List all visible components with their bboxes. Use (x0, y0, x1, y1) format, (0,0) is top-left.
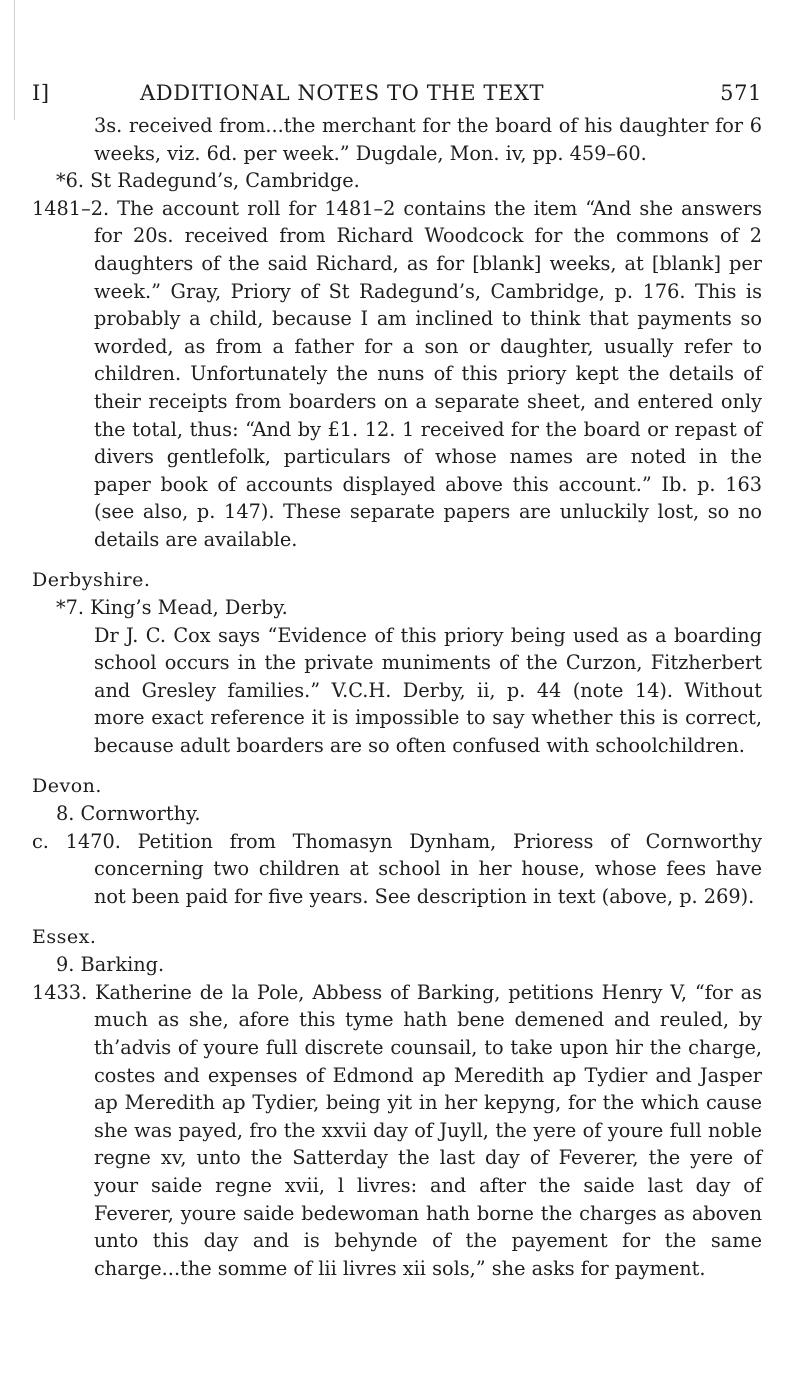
paragraph-cornworthy: c. 1470. Petition from Thomasyn Dynham, Prioress of Cornworthy concerning two children at school in her house, whose fees have not been paid for five years. See description in text (above, p. 269). (32, 829, 762, 909)
paragraph-radegund: 1481–2. The account roll for 1481–2 contains the item “And she answers for 20s. received from Richard Woodcock for the commons of 2 daughters of the said Richard, as for [blank] weeks, at [blank] per week.” Gray, Priory of St Radegund’s, Cambridge, p. 176. This is probably a child, because I am inclined to think that payments so worded, as from a father for a son or daughter, usually refer to children. Unfortunately the nuns of this priory kept the details of their receipts from boarders on a separate sheet, and entered only the total, thus: “And by £1. 12. 1 received for the board or repast of divers gentlefolk, particulars of whose names are noted in the paper book of accounts displayed above this account.” Ib. p. 163 (see also, p. 147). These separate papers are unluckily lost, so no details are available. (32, 196, 762, 551)
page-edge-rule (14, 0, 15, 120)
item-heading-8: 8. Cornworthy. (56, 802, 201, 826)
page-number: 571 (720, 81, 762, 105)
county-heading-essex: Essex. (32, 925, 97, 948)
paragraph-kings-mead: Dr J. C. Cox says “Evidence of this priory being used as a boarding school occurs in the private muniments of the Curzon, Fitzherbert and Gresley families.” V.C.H. Derby, ii, p. 44 (note 14). Without more exact reference it is impossible to say whether this is correct, because adult boarders are so often confused with schoolchildren. (94, 623, 762, 758)
book-page (32, 80, 762, 1282)
item-heading-9: 9. Barking. (56, 953, 165, 977)
county-heading-devon: Devon. (32, 774, 102, 797)
running-header (32, 80, 762, 112)
county-heading-derbyshire: Derbyshire. (32, 568, 151, 591)
page-body (32, 112, 762, 1282)
item-heading-6: *6. St Radegund’s, Cambridge. (56, 169, 360, 193)
running-title: ADDITIONAL NOTES TO THE TEXT (140, 81, 545, 105)
item-heading-7: *7. King’s Mead, Derby. (56, 596, 288, 620)
section-number: I] (32, 81, 50, 105)
paragraph-barking: 1433. Katherine de la Pole, Abbess of Barking, petitions Henry V, “for as much as she, afore this tyme hath bene demened and reuled, by th’advis of youre full discrete counsail, to take upon hir the charge, costes and expenses of Edmond ap Meredith ap Tydier and Jasper ap Meredith ap Tydier, being yit in her kepyng, for the which cause she was payed, fro the xxvii day of Juyll, the yere of youre full noble regne xv, unto the Satterday the last day of Feverer, the yere of your saide regne xvii, l livres: and after the saide last day of Feverer, youre saide bedewoman hath borne the charges as aboven unto this day and is behynde of the payement for the same charge...the somme of lii livres xii sols,” she asks for payment. (32, 980, 762, 1280)
paragraph-continuation: 3s. received from...the merchant for the board of his daughter for 6 weeks, viz. 6d. per week.” Dugdale, Mon. iv, pp. 459–60. (94, 114, 762, 165)
